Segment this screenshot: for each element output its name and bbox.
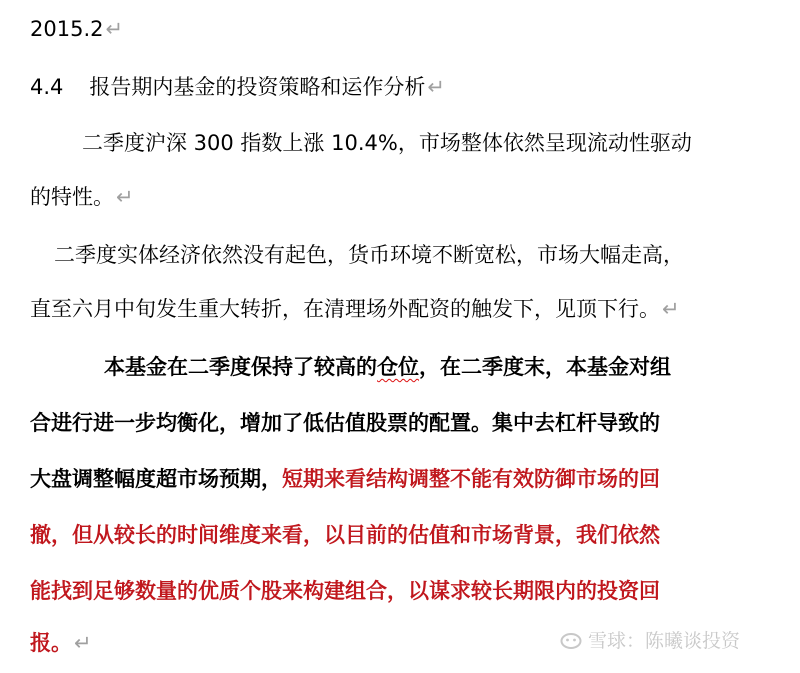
highlighted-text: 撤，但从较长的时间维度来看，以目前的估值和市场背景，我们依然 xyxy=(30,523,660,547)
paragraph-mark: ↵ xyxy=(105,17,124,41)
paragraph-text: 二季度沪深 300 指数上涨 10.4%，市场整体依然呈现流动性驱动 xyxy=(82,131,692,155)
paragraph-3-line-6 xyxy=(30,628,92,658)
paragraph-mark: ↵ xyxy=(74,631,92,655)
section-number: 4.4 xyxy=(30,75,64,99)
paragraph-1-line-2 xyxy=(30,182,134,212)
paragraph-mark: ↵ xyxy=(427,75,446,99)
paragraph-text: 本基金在二季度保持了较高的 xyxy=(104,355,377,379)
date-text: 2015.2 xyxy=(30,17,104,41)
paragraph-3-line-4 xyxy=(30,520,660,550)
paragraph-mark: ↵ xyxy=(116,185,134,209)
date-line xyxy=(30,14,123,44)
section-heading xyxy=(30,72,445,102)
section-title: 报告期内基金的投资策略和运作分析 xyxy=(89,75,426,99)
highlighted-text: 短期来看结构调整不能有效防御市场的回 xyxy=(282,467,660,491)
highlighted-text: 报。 xyxy=(30,631,72,655)
snowball-logo-icon xyxy=(560,632,582,650)
paragraph-text: 二季度实体经济依然没有起色，货币环境不断宽松，市场大幅走高， xyxy=(54,243,684,267)
paragraph-3-line-3 xyxy=(30,464,660,494)
paragraph-text: 直至六月中旬发生重大转折，在清理场外配资的触发下，见顶下行。 xyxy=(30,297,660,321)
paragraph-text: 的特性。 xyxy=(30,185,114,209)
paragraph-3-line-1 xyxy=(104,352,671,382)
watermark-text: 雪球：陈曦谈投资 xyxy=(588,630,741,652)
paragraph-text: ，在二季度末，本基金对组 xyxy=(419,355,671,379)
spellcheck-underlined-word: 仓位 xyxy=(377,355,419,379)
paragraph-mark: ↵ xyxy=(662,297,680,321)
paragraph-2-line-2 xyxy=(30,294,680,324)
paragraph-1-line-1 xyxy=(82,128,692,158)
highlighted-text: 能找到足够数量的优质个股来构建组合，以谋求较长期限内的投资回 xyxy=(30,579,660,603)
paragraph-3-line-2 xyxy=(30,408,660,438)
paragraph-2-line-1 xyxy=(54,240,684,270)
watermark xyxy=(560,628,740,654)
paragraph-text: 合进行进一步均衡化，增加了低估值股票的配置。集中去杠杆导致的 xyxy=(30,411,660,435)
paragraph-text: 大盘调整幅度超市场预期， xyxy=(30,467,282,491)
paragraph-3-line-5 xyxy=(30,576,660,606)
